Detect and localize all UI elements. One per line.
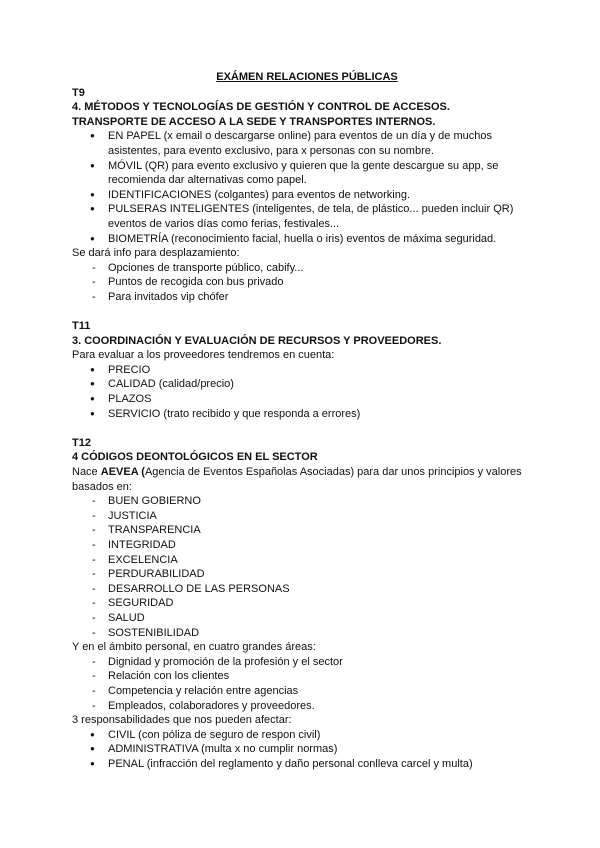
list-item: - EXCELENCIA [72, 553, 542, 568]
document-title: EXÁMEN RELACIONES PÚBLICAS [216, 71, 398, 83]
aevea-intro-prefix: Nace [72, 466, 101, 479]
list-item: - Para invitados vip chófer [72, 290, 542, 305]
aevea-intro [72, 465, 542, 494]
section-heading-t11: 3. COORDINACIÓN Y EVALUACIÓN DE RECURSOS Y PROVEEDORES. [72, 334, 442, 347]
transport-list [72, 261, 542, 305]
aevea-intro-rest: Agencia de Eventos Españolas Asociadas) para dar unos principios y valores basados en: [72, 466, 522, 493]
section-heading-t12: 4 CÓDIGOS DEONTOLÓGICOS EN EL SECTOR [72, 451, 318, 464]
list-item: ● ADMINISTRATIVA (multa x no cumplir normas) [72, 742, 542, 757]
personal-areas-list [72, 655, 542, 713]
list-item: - Empleados, colaboradores y proveedores. [72, 699, 542, 714]
list-item: ● PRECIO [72, 363, 542, 378]
list-item: ● EN PAPEL (x email o descargarse online) para eventos de un día y de muchos asistentes, para evento exclusivo, para x personas con su nombre. [72, 129, 542, 158]
spacer [72, 421, 542, 436]
list-item: - BUEN GOBIERNO [72, 494, 542, 509]
list-item: ● CIVIL (con póliza de seguro de respon civil) [72, 728, 542, 743]
list-item: - Relación con los clientes [72, 669, 542, 684]
list-item: ● BIOMETRÍA (reconocimiento facial, huella o iris) eventos de máxima seguridad. [72, 232, 542, 247]
list-item: ● PULSERAS INTELIGENTES (inteligentes, de tela, de plástico... pueden incluir QR) eventos de varios días como ferias, festivales... [72, 202, 542, 231]
section-tag-t12: T12 [72, 436, 91, 449]
providers-intro: Para evaluar a los proveedores tendremos en cuenta: [72, 349, 335, 362]
responsibilities-intro: 3 responsabilidades que nos pueden afectar: [72, 714, 292, 727]
list-item: ● MÓVIL (QR) para evento exclusivo y quieren que la gente descargue su app, se recomienda dar alternativas como papel. [72, 159, 542, 188]
list-item: - INTEGRIDAD [72, 538, 542, 553]
list-item: ● SERVICIO (trato recibido y que responda a errores) [72, 407, 542, 422]
personal-areas-intro: Y en el ámbito personal, en cuatro grandes áreas: [72, 641, 316, 654]
list-item: - JUSTICIA [72, 509, 542, 524]
list-item: - SEGURIDAD [72, 596, 542, 611]
list-item: - SOSTENIBILIDAD [72, 626, 542, 641]
aevea-acronym: AEVEA ( [100, 466, 145, 479]
access-methods-list [72, 129, 542, 246]
document-page [72, 70, 542, 772]
list-item: - SALUD [72, 611, 542, 626]
list-item: ● PENAL (infracción del reglamento y daño personal conlleva carcel y multa) [72, 757, 542, 772]
providers-criteria-list [72, 363, 542, 421]
list-item: - Competencia y relación entre agencias [72, 684, 542, 699]
list-item: - TRANSPARENCIA [72, 523, 542, 538]
list-item: - Puntos de recogida con bus privado [72, 275, 542, 290]
section-tag-t9: T9 [72, 86, 85, 99]
list-item: - DESARROLLO DE LAS PERSONAS [72, 582, 542, 597]
spacer [72, 305, 542, 320]
section-heading-t9-line2: TRANSPORTE DE ACCESO A LA SEDE Y TRANSPORTES INTERNOS. [72, 115, 436, 128]
values-list [72, 494, 542, 640]
list-item: - PERDURABILIDAD [72, 567, 542, 582]
list-item: ● IDENTIFICACIONES (colgantes) para eventos de networking. [72, 188, 542, 203]
responsibilities-list [72, 728, 542, 772]
transport-intro: Se dará info para desplazamiento: [72, 247, 240, 260]
list-item: - Opciones de transporte público, cabify... [72, 261, 542, 276]
list-item: ● PLAZOS [72, 392, 542, 407]
list-item: ● CALIDAD (calidad/precio) [72, 377, 542, 392]
section-heading-t9-line1: 4. MÉTODOS Y TECNOLOGÍAS DE GESTIÓN Y CONTROL DE ACCESOS. [72, 101, 450, 114]
section-tag-t11: T11 [72, 320, 91, 333]
list-item: - Dignidad y promoción de la profesión y el sector [72, 655, 542, 670]
